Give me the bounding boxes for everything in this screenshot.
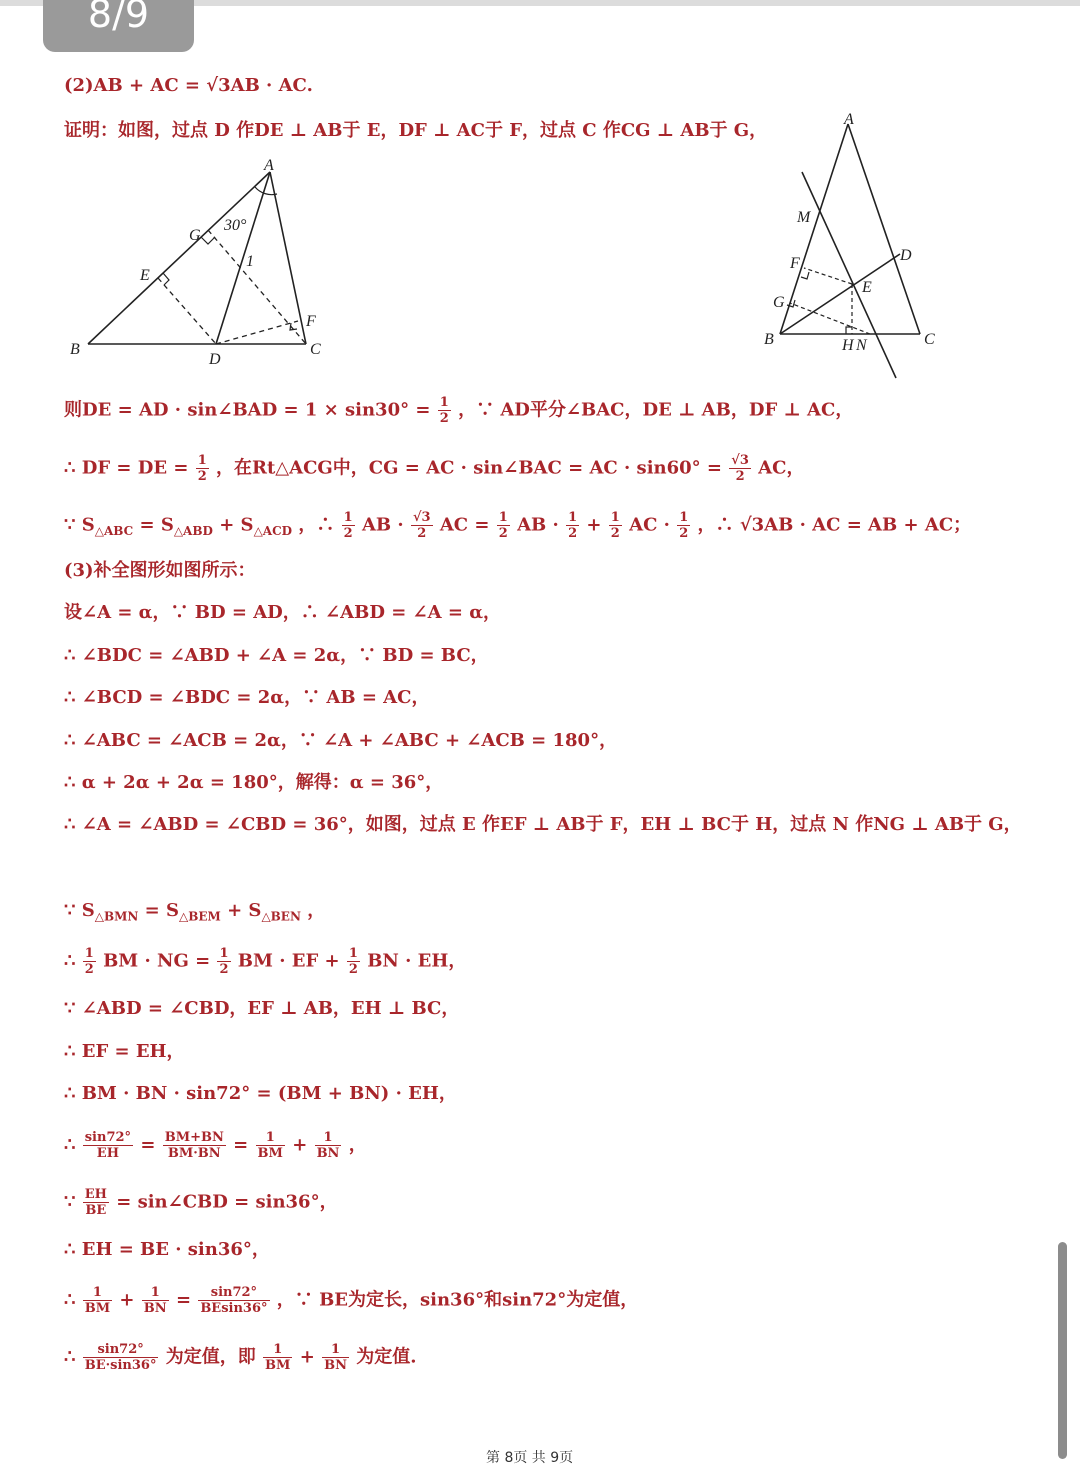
numerator: 1 [83,1285,112,1301]
fraction [256,1130,285,1161]
line-product [64,1082,457,1106]
denominator: 2 [197,469,207,484]
side-ac [270,172,306,344]
text: = [233,1134,249,1156]
fraction [83,1285,112,1316]
text: = sin∠CBD = sin36°， [116,1191,338,1213]
numerator: √3 [412,510,431,525]
denominator: BEsin36° [200,1301,268,1316]
fraction [342,510,355,541]
label-m: M [797,209,811,226]
text: ∴ [64,1134,76,1156]
text: + [292,1134,308,1156]
numerator: 1 [84,946,94,961]
label-d: D [900,247,912,264]
label-c: C [924,331,935,348]
fraction [83,1130,133,1161]
numerator: 1 [679,510,689,525]
numerator: EH [84,1187,107,1202]
line-solve-alpha [64,771,443,795]
line-angle-bcd [64,686,429,710]
scrollbar-thumb[interactable] [1058,1242,1067,1459]
label-h: H [842,337,854,354]
fraction [315,1130,342,1161]
line-construction [64,813,1022,837]
text: + [299,1346,315,1368]
line-proof-intro [64,119,767,143]
numerator: sin72° [83,1342,159,1358]
right-angle-h [846,327,852,334]
right-angle-f [801,272,809,279]
numerator: sin72° [198,1285,269,1301]
fraction-one-half [438,395,451,426]
line-conclusion [64,1342,417,1373]
text: BM · EF + [237,950,340,972]
page-footer: 第 8页 共 9页 [486,1450,574,1466]
fraction [83,946,96,977]
fraction [163,1130,226,1161]
line-sin-cbd [64,1187,338,1218]
numerator: 1 [256,1130,285,1146]
fraction [142,1285,169,1316]
line-area-expand [64,946,466,977]
figure-triangle-abc [64,158,334,370]
numerator: 1 [568,510,578,525]
segment-cg [208,230,306,344]
denominator: 2 [348,962,358,977]
text: ∴ [64,1346,76,1368]
numerator: 1 [348,946,358,961]
text: ∴ [64,1289,76,1311]
denominator: BE [85,1203,107,1218]
segment-de [158,278,216,344]
denominator: BM [84,1301,111,1316]
line-ef-eh [64,1040,185,1064]
text: ∴ DF = DE = [64,457,189,479]
label-g: G [773,294,785,311]
numerator: sin72° [84,1130,132,1145]
denominator: BE·sin36° [84,1358,157,1373]
text: + S [219,514,254,536]
segment-df [216,321,298,344]
text: ∴ BM · BN · sin72° = (BM + BN) · EH， [64,1083,457,1104]
label-angle: 30° [224,217,247,234]
text: ∵ ∠ABD = ∠CBD，EF ⊥ AB，EH ⊥ BC， [64,998,460,1019]
fraction [217,946,230,977]
text: BN · EH， [367,950,467,972]
text: + [586,514,602,536]
denominator: 2 [568,526,578,541]
text: ， [348,1134,367,1156]
text: ∴ EH = BE · sin36°， [64,1239,270,1260]
label-e: E [140,267,150,284]
text: AC， [758,457,805,479]
fraction [198,1285,269,1316]
numerator: BM+BN [164,1130,224,1145]
text: BM · NG = [103,950,211,972]
fraction [83,1187,109,1218]
numerator: 1 [263,1342,292,1358]
label-d: D [209,351,221,368]
text: ，在Rt△ACG中，CG = AC · sin∠BAC = AC · sin60° = [216,457,723,479]
text: AB · [517,514,559,536]
numerator: √3 [731,453,749,468]
fraction [322,1342,349,1373]
line-angle-abc [64,729,617,753]
numerator: 1 [610,510,620,525]
fraction-sqrt3-half [729,453,751,484]
text: ∴ ∠A = ∠ABD = ∠CBD = 36°，如图，过点 E 作EF ⊥ AB于 F，EH ⊥ BC于 H，过点 N 作NG ⊥ AB于 G， [64,814,1022,835]
denominator: 2 [735,469,745,484]
line-sum-reciprocal [64,1285,638,1316]
subscript: △BEM [178,909,221,924]
denominator: 2 [219,962,229,977]
text: = [140,1134,156,1156]
denominator: 2 [84,962,94,977]
line-ratio [64,1130,367,1161]
segment-ef [804,268,852,284]
subscript: △ABD [173,524,213,539]
text: AB · [361,514,404,536]
numerator: 1 [197,453,207,468]
fraction [411,510,433,541]
line-area-bmn [64,899,325,929]
text: (2)AB + AC = √3AB · AC. [64,75,313,96]
line-part2-statement [64,74,313,98]
label-a: A [844,112,854,128]
denominator: BM·BN [167,1146,221,1161]
text: = S [139,514,174,536]
label-c: C [310,341,321,358]
text: ，∵ BE为定长，sin36°和sin72°为定值， [276,1289,639,1311]
label-a: A [264,158,274,174]
text: ∴ α + 2α + 2α = 180°，解得：α = 36°， [64,772,444,793]
label-n: N [856,337,867,354]
text: ∴ ∠BCD = ∠BDC = 2α，∵ AB = AC， [64,687,430,708]
text: ∴ [64,950,76,972]
denominator: EH [96,1146,119,1161]
denominator: 2 [417,526,427,541]
page-indicator: 8/9 [43,0,194,52]
denominator: 2 [679,526,689,541]
denominator: BN [324,1358,347,1373]
numerator: 1 [142,1285,169,1301]
line-set-alpha [64,601,501,625]
fraction [566,510,579,541]
label-g: G [189,227,201,244]
right-angle-g [201,237,215,244]
line-angle-bdc [64,644,489,668]
text: ∴ ∠BDC = ∠ABD + ∠A = 2α，∵ BD = BC， [64,645,489,666]
text: = S [144,900,179,921]
line-df-cg [64,453,804,484]
figure-isosceles-triangle [760,112,950,382]
line-de-value [64,395,853,426]
denominator: BM [265,1358,291,1373]
text: 设∠A = α，∵ BD = AD，∴ ∠ABD = ∠A = α， [64,602,502,623]
text: ，∴ √3AB · AC = AB + AC； [697,514,972,536]
text: ∴ EF = EH， [64,1041,185,1062]
label-e: E [862,279,872,296]
fraction [497,510,510,541]
text: AC = [439,514,490,536]
fraction [263,1342,292,1373]
fraction [677,510,690,541]
subscript: △BEN [261,909,301,924]
text: + S [227,900,262,921]
denominator: 2 [439,411,449,426]
line-area-equation [64,510,971,543]
right-angle-f [290,323,297,330]
numerator: 1 [343,510,353,525]
denominator: BM [257,1146,283,1161]
label-one: 1 [246,253,254,270]
text: + [119,1289,135,1311]
subscript: △BMN [94,909,139,924]
text: 证明：如图，过点 D 作DE ⊥ AB于 E，DF ⊥ AC于 F，过点 C 作CG ⊥ AB于 G， [64,120,768,141]
text: = [175,1289,192,1311]
text: 为定值，即 [165,1346,256,1368]
denominator: BN [316,1146,340,1161]
numerator: 1 [219,946,229,961]
text: ∵ [64,1191,76,1213]
text: 则DE = AD · sin∠BAD = 1 × sin30° = [64,399,431,421]
line-part3-heading [64,559,256,583]
numerator: 1 [439,395,449,410]
fraction-one-half [196,453,209,484]
text: (3)补全图形如图所示： [64,560,256,581]
numerator: 1 [498,510,508,525]
text: 为定值. [356,1346,417,1368]
denominator: 2 [498,526,508,541]
text: ，∴ [298,514,335,536]
text: ， [307,900,326,921]
denominator: BN [143,1301,167,1316]
numerator: 1 [322,1342,349,1358]
subscript: △ABC [94,524,134,539]
line-eh-value [64,1238,270,1262]
denominator: 2 [610,526,620,541]
text: ，∵ AD平分∠BAC，DE ⊥ AB，DF ⊥ AC， [458,399,854,421]
numerator: 1 [315,1130,342,1146]
label-b: B [70,341,80,358]
text: ∵ S [64,514,95,536]
right-angle-e [163,273,169,285]
label-f: F [790,255,800,272]
side-ac [848,124,920,334]
label-b: B [764,331,774,348]
label-f: F [306,313,316,330]
subscript: △ACD [253,524,293,539]
denominator: 2 [343,526,353,541]
fraction [83,1342,159,1373]
text: ∵ S [64,900,95,921]
fraction [347,946,360,977]
text: AC · [629,514,670,536]
text: ∴ ∠ABC = ∠ACB = 2α，∵ ∠A + ∠ABC + ∠ACB = 180°， [64,730,618,751]
line-angle-equal [64,997,459,1021]
fraction [609,510,622,541]
